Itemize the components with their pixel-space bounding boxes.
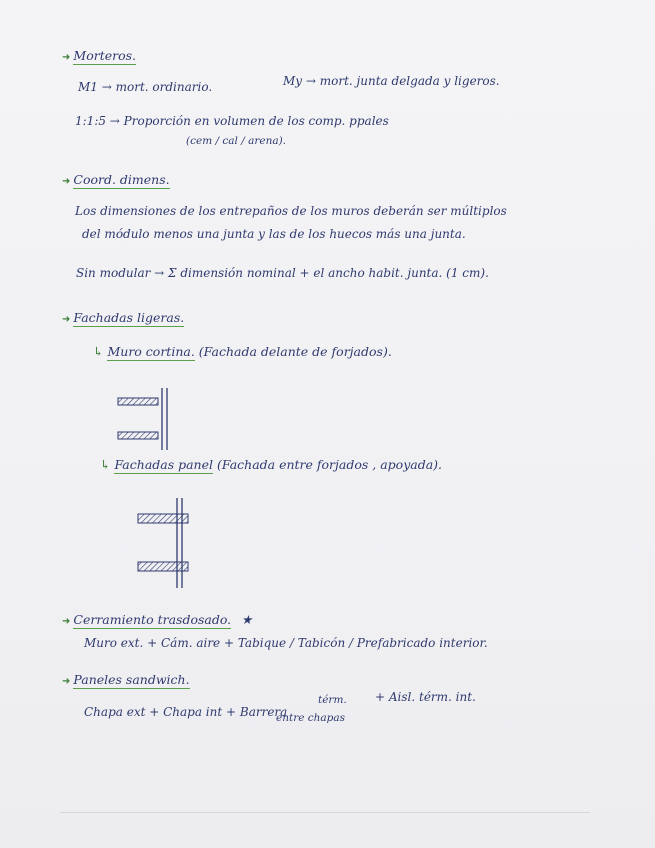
bullet-arrow-icon: ➜ — [62, 616, 71, 627]
heading-coord-dimens: ➜ Coord. dimens. — [62, 172, 170, 187]
bullet-arrow-icon: ➜ — [62, 176, 71, 187]
muro-cortina-label: Muro cortina. — [107, 344, 195, 359]
muro-cortina-desc: (Fachada delante de forjados). — [198, 344, 392, 359]
heading-morteros: ➜ Morteros. — [62, 48, 137, 63]
bullet-arrow-icon: ➜ — [62, 52, 71, 63]
heading-fachadas-ligeras: ➜ Fachadas ligeras. — [62, 310, 185, 325]
sub-arrow-icon: ↳ — [93, 344, 104, 359]
coord-paragraph-3: Sin modular → Σ dimensión nominal + el ancho habit. junta. (1 cm). — [76, 266, 489, 280]
bullet-arrow-icon: ➜ — [62, 314, 71, 325]
fachada-panel-desc: (Fachada entre forjados , apoyada). — [217, 457, 443, 472]
paneles-sub: entre chapas — [276, 712, 346, 724]
muro-cortina-sketch — [112, 380, 182, 455]
morteros-ratio-components: (cem / cal / arena). — [186, 135, 287, 147]
star-icon: ★ — [241, 612, 253, 627]
paneles-line-a: Chapa ext + Chapa int + Barrera — [84, 705, 288, 719]
coord-paragraph-1: Los dimensiones de los entrepaños de los muros deberán ser múltiplos — [75, 204, 507, 218]
cerramiento-line: Muro ext. + Cám. aire + Tabique / Tabicón / Prefabricado interior. — [84, 636, 488, 650]
page-bottom-edge — [60, 812, 590, 813]
fachada-panel-line — [100, 457, 442, 472]
heading-paneles-sandwich: ➜ Paneles sandwich. — [62, 672, 190, 687]
bullet-arrow-icon: ➜ — [62, 676, 71, 687]
heading-cerramiento: ➜ Cerramiento trasdosado. ★ — [62, 612, 253, 627]
sub-arrow-icon: ↳ — [100, 457, 111, 472]
fachada-panel-label: Fachadas panel — [114, 457, 214, 472]
coord-paragraph-2: del módulo menos una junta y las de los huecos más una junta. — [82, 227, 466, 241]
morteros-my: My → mort. junta delgada y ligeros. — [283, 74, 500, 88]
paneles-line-b: + Aisl. térm. int. — [375, 690, 476, 704]
paneles-term: térm. — [318, 694, 347, 706]
morteros-ratio: 1:1:5 → Proporción en volumen de los comp. ppales — [75, 114, 389, 128]
morteros-m1: M1 → mort. ordinario. — [78, 80, 213, 94]
muro-cortina-line — [93, 344, 392, 359]
fachada-panel-sketch — [132, 492, 202, 592]
